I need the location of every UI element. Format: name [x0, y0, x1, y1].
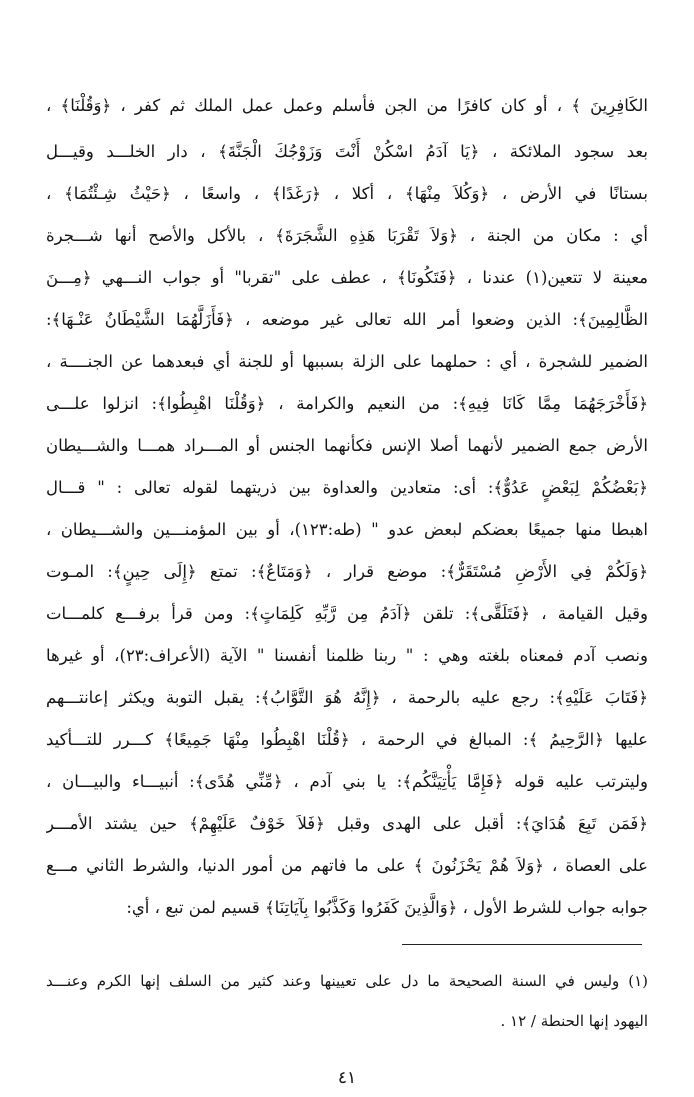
footnote-line-2: اليهود إنها الحنطة / ١٢ .	[500, 1012, 648, 1030]
page-number: ٤١	[337, 1068, 357, 1088]
text-line-7: الضمير للشجرة ، أي : حملهما على الزلة بسببها أو للجنة أي فبعدهما عن الجنــــة ،	[46, 352, 648, 371]
text-line-3: بستانًا في الأرض ، ﴿وَكُلاَ مِنْهَا﴾ ، أكلا ، ﴿رَغَدًا﴾ ، واسعًا ، ﴿حَيْثُ شِـئْتُمَا﴾ ،	[46, 184, 648, 203]
text-line-16: عليها ﴿الرَّحِيمُ ﴾: المبالغ في الرحمة ، ﴿قُلْنَا اهْبِطُوا مِنْهَا جَمِيعًا﴾ كـــرر للتـــأكيد	[46, 730, 648, 749]
text-line-13: وقيل القيامة ، ﴿فَتَلَقَّى﴾: تلقن ﴿آدَمُ مِن رَّبِّهِ كَلِمَاتٍ﴾: ومن قرأ برفـــع كلمـــات	[46, 604, 648, 623]
text-line-8: ﴿فَأَخْرَجَهُمَا مِمَّا كَانَا فِيهِ﴾: من النعيم والكرامة ، ﴿وَقُلْنَا اهْبِطُوا﴾: انزلوا علـــى	[46, 394, 648, 413]
text-line-14: ونصب آدم فمعناه بلغته وهي : " ربنا ظلمنا أنفسنا " الآية (الأعراف:٢٣)، أو غيرها	[46, 646, 648, 665]
text-line-2: بعد سجود الملائكة ، ﴿يَا آدَمُ اسْكُنْ أَنْتَ وَزَوْجُكَ الْجَنَّةَ﴾ ، دار الخلـــد وقيـــل	[46, 142, 648, 161]
text-line-15: ﴿فَتَابَ عَلَيْهِ﴾: رجع عليه بالرحمة ، ﴿إِنَّهُ هُوَ التَّوَّابُ﴾: يقبل التوبة ويكثر إعانتـــهم	[46, 688, 648, 707]
text-line-1: الكَافِرِينَ ﴾ ، أو كان كافرًا من الجن فأسلم وعمل عمل الملك ثم كفر ، ﴿وَقُلْنَا﴾ ،	[46, 96, 648, 115]
text-line-19: على العصاة ، ﴿وَلاَ هُمْ يَحْزَنُونَ ﴾ على ما فاتهم من أمور الدنيا، والشرط الثاني مـــع	[46, 856, 648, 875]
text-line-4: أي : مكان من الجنة ، ﴿وَلاَ تَقْرَبَا هَذِهِ الشَّجَرَةَ﴾ ، بالأكل والأصح أنها شـــجرة	[46, 226, 648, 245]
text-line-18: ﴿فَمَن تَبِعَ هُدَايَ﴾: أقبل على الهدى وقبل ﴿فَلاَ خَوْفٌ عَلَيْهِمْ﴾ حين يشتد الأمـــر	[46, 814, 648, 833]
footnote-line-1: (١) وليس في السنة الصحيحة ما دل على تعيينها وعند كثير من السلف إنها الكرم وعنـــد	[46, 972, 648, 990]
text-line-10: ﴿بَعْضُكُمْ لِبَعْضٍ عَدُوٌّ﴾: أى: متعادين والعداوة بين ذريتهما لقوله تعالى : " قـــال	[46, 478, 648, 497]
text-line-6: الظَّالِمِينَ﴾: الذين وضعوا أمر الله تعالى غير موضعه ، ﴿فَأَزَلَّهُمَا الشَّيْطَانُ عَنْـهَا﴾:	[46, 310, 648, 329]
text-line-9: الأرض جمع الضمير لأنهما أصلا الإنس فكأنهما الجنس أو المـــراد همـــا والشـــيطان	[46, 436, 648, 455]
text-line-5: معينة لا تتعين(١) عندنا ، ﴿فَتَكُونَا﴾ ، عطف على "تقربا" أو جواب النـــهي ﴿مِـــنَ	[46, 268, 648, 287]
text-line-11: اهبطا منها جميعًا بعضكم لبعض عدو " (طه:١٢٣)، أو بين المؤمنـــين والشـــيطان ،	[46, 520, 648, 539]
footnote-divider	[402, 944, 642, 945]
text-line-17: وليترتب عليه قوله ﴿فَإِمَّا يَأْتِيَنَّكُم﴾: يا بني آدم ، ﴿مِّنِّي هُدًى﴾: أنبيـــاء والبيـــان ،	[46, 772, 648, 791]
text-line-12: ﴿وَلَكُمْ فِي الأَرْضِ مُسْتَقَرٌّ﴾: موضع قرار ، ﴿وَمَتَاعٌ﴾: تمتع ﴿إِلَى حِينٍ﴾: المـوت	[46, 562, 648, 581]
text-line-20: جوابه جواب للشرط الأول ، ﴿وَالَّذِينَ كَفَرُوا وَكَذَّبُوا بِآيَاتِنَا﴾ قسيم لمن تبع ، أي:	[126, 898, 648, 917]
